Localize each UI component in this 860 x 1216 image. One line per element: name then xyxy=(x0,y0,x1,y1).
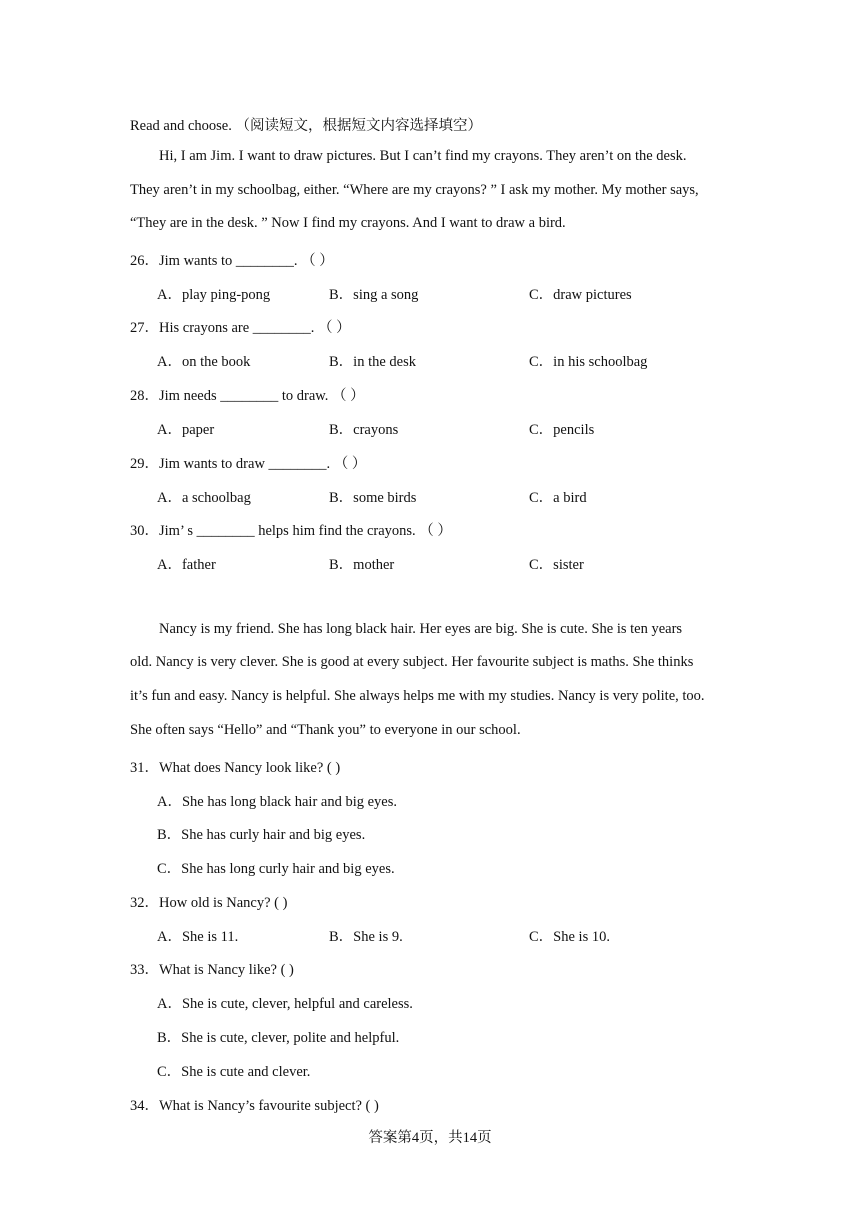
option-31-c: C．She has long curly hair and big eyes. xyxy=(157,861,395,877)
page-footer: 答案第4页，共14页 xyxy=(368,1130,492,1146)
option-29-c: C．a bird xyxy=(529,490,587,506)
question-26: 26．Jim wants to ________. （ ） xyxy=(130,253,334,269)
option-33-a: A．She is cute, clever, helpful and careless. xyxy=(157,996,413,1012)
passage1-line-1: Hi, I am Jim. I want to draw pictures. But I can’t find my crayons. They aren’t on the desk. xyxy=(159,148,687,164)
option-28-a: A．paper xyxy=(157,422,215,438)
question-28: 28．Jim needs ________ to draw. （ ） xyxy=(130,388,365,404)
passage2-line-2: old. Nancy is very clever. She is good at every subject. Her favourite subject is maths. She thinks xyxy=(130,654,694,670)
option-26-b: B．sing a song xyxy=(329,287,419,303)
option-29-a: A．a schoolbag xyxy=(157,490,251,506)
question-29: 29．Jim wants to draw ________. （ ） xyxy=(130,456,367,472)
question-30: 30．Jim’ s ________ helps him find the crayons. （ ） xyxy=(130,523,452,539)
option-27-c: C．in his schoolbag xyxy=(529,354,648,370)
question-27: 27．His crayons are ________. （ ） xyxy=(130,320,351,336)
option-30-b: B．mother xyxy=(329,557,395,573)
option-27-b: B．in the desk xyxy=(329,354,416,370)
question-34: 34．What is Nancy’s favourite subject? ( ) xyxy=(130,1098,379,1114)
passage2-line-4: She often says “Hello” and “Thank you” to everyone in our school. xyxy=(130,722,521,738)
option-29-b: B．some birds xyxy=(329,490,417,506)
option-30-c: C．sister xyxy=(529,557,584,573)
passage1-line-3: “They are in the desk. ” Now I find my crayons. And I want to draw a bird. xyxy=(130,215,566,231)
option-33-c: C．She is cute and clever. xyxy=(157,1064,311,1080)
question-32: 32．How old is Nancy? ( ) xyxy=(130,895,288,911)
option-26-c: C．draw pictures xyxy=(529,287,632,303)
option-32-b: B．She is 9. xyxy=(329,929,403,945)
section-instruction: Read and choose. （阅读短文，根据短文内容选择填空） xyxy=(130,118,482,134)
option-31-b: B．She has curly hair and big eyes. xyxy=(157,827,366,843)
option-31-a: A．She has long black hair and big eyes. xyxy=(157,794,398,810)
option-32-a: A．She is 11. xyxy=(157,929,239,945)
option-26-a: A．play ping-pong xyxy=(157,287,271,303)
option-33-b: B．She is cute, clever, polite and helpful. xyxy=(157,1030,400,1046)
option-30-a: A．father xyxy=(157,557,216,573)
option-32-c: C．She is 10. xyxy=(529,929,610,945)
option-27-a: A．on the book xyxy=(157,354,251,370)
question-33: 33．What is Nancy like? ( ) xyxy=(130,962,294,978)
option-28-c: C．pencils xyxy=(529,422,595,438)
passage2-line-1: Nancy is my friend. She has long black hair. Her eyes are big. She is cute. She is ten years xyxy=(159,621,683,637)
passage2-line-3: it’s fun and easy. Nancy is helpful. She always helps me with my studies. Nancy is very polite, too. xyxy=(130,688,705,704)
option-28-b: B．crayons xyxy=(329,422,399,438)
passage1-line-2: They aren’t in my schoolbag, either. “Where are my crayons? ” I ask my mother. My mother says, xyxy=(130,182,699,198)
question-31: 31．What does Nancy look like? ( ) xyxy=(130,760,341,776)
